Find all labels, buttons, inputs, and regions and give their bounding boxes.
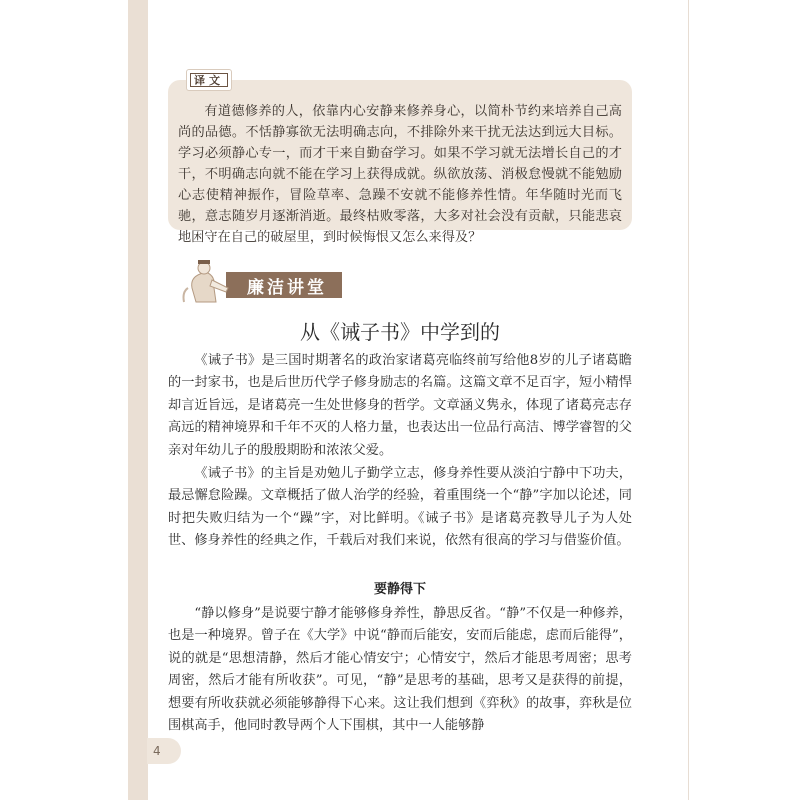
translation-text: 有道德修养的人，依靠内心安静来修养身心，以简朴节约来培养自己高尚的品德。不恬静寡欲无法明确志向，不排除外来干扰无法达到远大目标。学习必须静心专一，而才干来自勤奋学习。如果不学习就无法增长自己的才干，不明确志向就不能在学习上获得成就。纵欲放荡、消极怠慢就不能勉励心志使精神振作，冒险草率、急躁不安就不能修养性情。年华随时光而飞驰，意志随岁月逐渐消逝。最终枯败零落，大多对社会没有贡献，只能悲哀地困守在自己的破屋里，到时候悔恨又怎么来得及？ (178, 104, 622, 245)
right-margin-line (688, 0, 689, 800)
article-paragraph-3: “静以修身”是说要宁静才能够修身养性，静思反省。“静”不仅是一种修养，也是一种境界。曾子在《大学》中说“静而后能安，安而后能虑，虑而后能得”，说的就是“思想清静，然后才能心情安宁；心情安宁，然后才能思考周密；思考周密，然后才能有所收获”。可见，“静”是思考的基础，思考又是获得的前提，想要有所收获就必须能够静得下心来。这让我们想到《弈秋》的故事，弈秋是位围棋高手，他同时教导两个人下围棋，其中一人能够静 (168, 606, 632, 734)
section-label: 廉洁讲堂 (247, 277, 327, 298)
translation-tag-label: 译文 (190, 73, 228, 87)
article-title: 从《诫子书》中学到的 (300, 320, 500, 344)
article-paragraph-1: 《诫子书》是三国时期著名的政治家诸葛亮临终前写给他8岁的儿子诸葛瞻的一封家书，也是后世历代学子修身励志的名篇。这篇文章不足百字，短小精悍却言近旨远，是诸葛亮一生处世修身的哲学。文章涵义隽永，体现了诸葛亮志存高远的精神境界和千年不灭的人格力量，也表达出一位品行高洁、博学睿智的父亲对年幼儿子的殷殷期盼和浓浓父爱。 (168, 353, 632, 458)
article-paragraph-2: 《诫子书》的主旨是劝勉儿子勤学立志，修身养性要从淡泊宁静中下功夫，最忌懈怠险躁。文章概括了做人治学的经验，着重围绕一个“静”字加以论述，同时把失败归结为一个“躁”字，对比鲜明。《诫子书》是诸葛亮教导儿子为人处世、修身养性的经典之作，千载后对我们来说，依然有很高的学习与借鉴价值。 (168, 466, 632, 549)
translation-tag (186, 69, 232, 91)
section-header (176, 258, 346, 304)
page-number: 4 (147, 738, 181, 764)
article-subtitle: 要静得下 (373, 582, 426, 597)
left-decorative-band (128, 0, 148, 800)
